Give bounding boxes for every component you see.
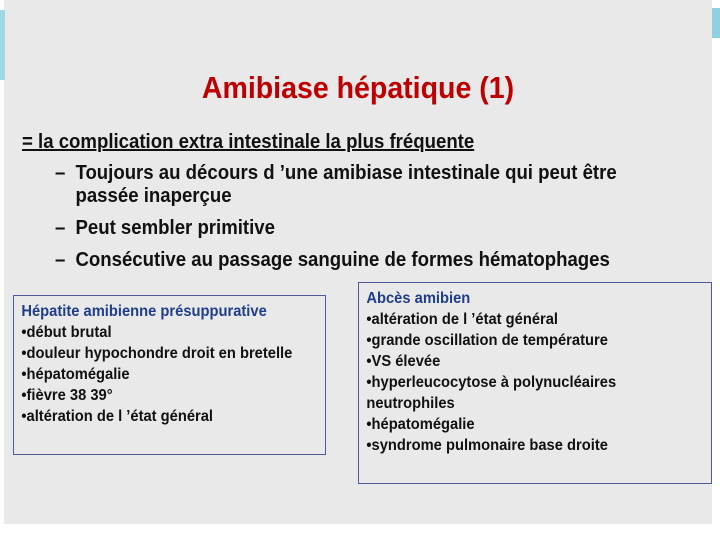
list-item: •hyperleucocytose à polynucléaires: [366, 374, 617, 391]
list-item: •hépatomégalie: [21, 366, 130, 383]
list-item: •début brutal: [21, 324, 112, 341]
list-item: •grande oscillation de température: [366, 332, 608, 349]
sub-point: – Consécutive au passage sanguine de formes hématophages: [55, 249, 610, 271]
slide-title: Amibiase hépatique (1): [201, 70, 515, 105]
box-heading: Abcès amibien: [366, 290, 471, 307]
list-item: •syndrome pulmonaire base droite: [366, 437, 608, 454]
list-item: •hépatomégalie: [366, 416, 475, 433]
list-item: neutrophiles: [366, 395, 455, 412]
background-edge: [0, 10, 5, 80]
sub-point: – Peut sembler primitive: [55, 217, 275, 239]
list-item: •fièvre 38 39°: [21, 387, 113, 404]
list-item: •altération de l ’état général: [21, 408, 214, 425]
list-item: •douleur hypochondre droit en bretelle: [21, 345, 293, 362]
list-item: •VS élevée: [366, 353, 441, 370]
sub-point: – Toujours au décours d ’une amibiase intestinale qui peut être passée inaperçue: [55, 162, 617, 207]
main-point: = la complication extra intestinale la plus fréquente: [22, 131, 475, 153]
box-heading: Hépatite amibienne présuppurative: [21, 303, 267, 320]
list-item: •altération de l ’état général: [366, 311, 559, 328]
right-box: [358, 282, 712, 484]
left-box: [13, 295, 326, 455]
background-edge: [712, 8, 720, 38]
